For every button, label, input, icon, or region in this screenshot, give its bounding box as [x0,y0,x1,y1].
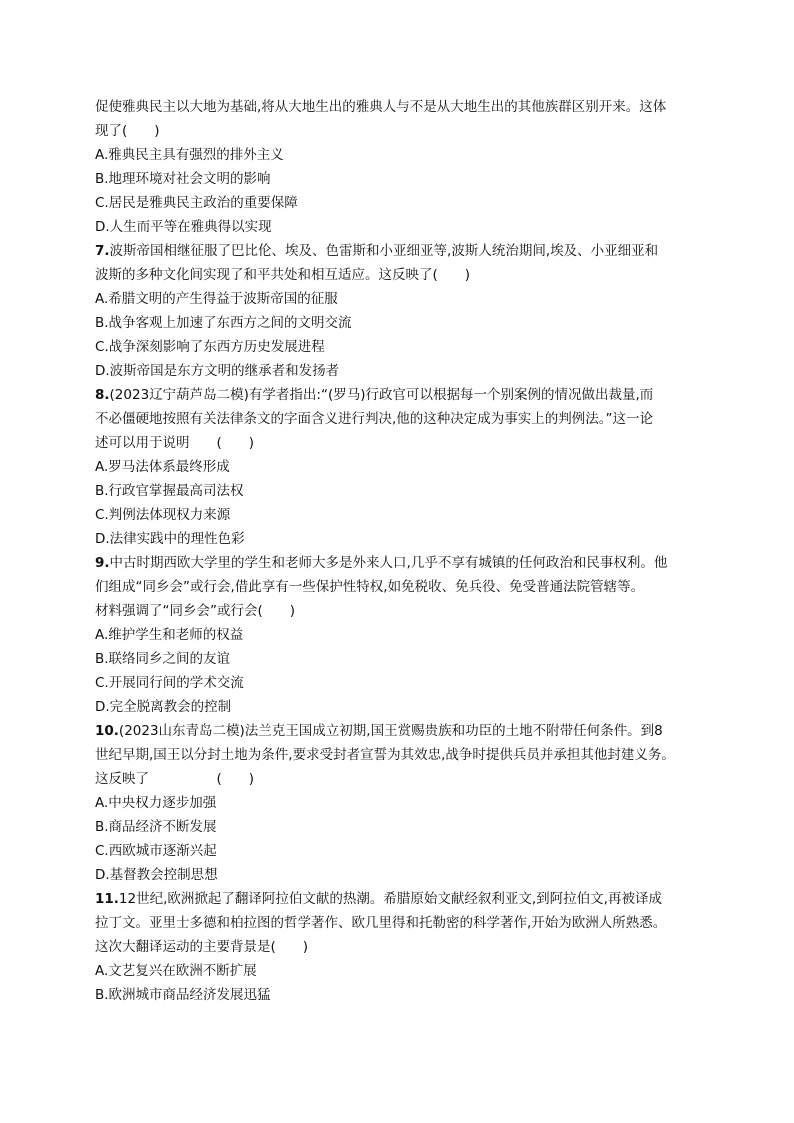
q6-option-c: C.居民是雅典民主政治的重要保障 [95,195,298,211]
q9-stem-line: 们组成“同乡会”或行会,借此享有一些保护性特权,如免税收、免兵役、免受普通法院管辖等。 [95,579,645,595]
q11-stem-line [95,890,662,908]
q11-stem-line: 这次大翻译运动的主要背景是( ) [95,939,309,955]
q6-option-b: B.地理环境对社会文明的影响 [95,171,271,187]
q10-stem-line [95,722,663,740]
q10-stem-line: 这反映了 ( ) [95,771,255,787]
q11-stem-text: 12世纪,欧洲掀起了翻译阿拉伯文献的热潮。希腊原始文献经叙利亚文,到阿拉伯文,再被译成 [118,891,662,907]
q10-stem-line: 世纪早期,国王以分封土地为条件,要求受封者宣誓为其效忠,战争时提供兵员并承担其他封建义务。 [95,747,675,763]
q8-stem-line [95,386,653,404]
q11-option-b: B.欧洲城市商品经济发展迅猛 [95,987,271,1003]
q6-stem-line: 促使雅典民主以大地为基础,将从大地生出的雅典人与不是从大地生出的其他族群区别开来。这体 [95,99,667,115]
q9-option-a: A.维护学生和老师的权益 [95,627,244,643]
q9-number: 9. [95,555,110,571]
q9-option-b: B.联络同乡之间的友谊 [95,651,231,667]
q7-stem-line [95,242,658,260]
q9-stem-line: 材料强调了“同乡会”或行会( ) [95,603,296,619]
q10-option-b: B.商品经济不断发展 [95,819,217,835]
q10-option-c: C.西欧城市逐渐兴起 [95,843,217,859]
q6-option-d: D.人生而平等在雅典得以实现 [95,219,272,235]
q10-option-d: D.基督教会控制思想 [95,867,218,883]
q10-number: 10. [95,723,119,739]
q7-option-c: C.战争深刻影响了东西方历史发展进程 [95,339,325,355]
q7-option-d: D.波斯帝国是东方文明的继承者和发扬者 [95,363,340,379]
q10-stem-text: (2023山东青岛二模)法兰克王国成立初期,国王赏赐贵族和功臣的土地不附带任何条件。到8 [118,723,663,739]
q8-option-d: D.法律实践中的理性色彩 [95,531,245,547]
q11-option-a: A.文艺复兴在欧洲不断扩展 [95,963,257,979]
q6-stem-line: 现了( ) [95,123,160,139]
q8-number: 8. [95,387,110,403]
q11-stem-line: 拉丁文。亚里士多德和柏拉图的哲学著作、欧几里得和托勒密的科学著作,开始为欧洲人所熟悉。 [95,915,667,931]
q8-option-b: B.行政官掌握最高司法权 [95,483,244,499]
q7-option-b: B.战争客观上加速了东西方之间的文明交流 [95,315,352,331]
q8-stem-line: 不必僵硬地按照有关法律条文的字面含义进行判决,他的这种决定成为事实上的判例法。”这一论 [95,411,654,427]
q9-stem-line [95,554,667,572]
q7-stem-line: 波斯的多种文化间实现了和平共处和相互适应。这反映了( ) [95,267,471,283]
q8-stem-line: 述可以用于说明 ( ) [95,435,255,451]
q9-option-c: C.开展同行间的学术交流 [95,675,244,691]
q9-option-d: D.完全脱离教会的控制 [95,699,232,715]
q11-number: 11. [95,891,119,907]
q9-stem-text: 中古时期西欧大学里的学生和老师大多是外来人口,几乎不享有城镇的任何政治和民事权利。他 [109,555,668,571]
q7-number: 7. [95,243,110,259]
q7-stem-text: 波斯帝国相继征服了巴比伦、埃及、色雷斯和小亚细亚等,波斯人统治期间,埃及、小亚细亚和 [109,243,659,259]
q7-option-a: A.希腊文明的产生得益于波斯帝国的征服 [95,291,338,307]
q6-option-a: A.雅典民主具有强烈的排外主义 [95,147,284,163]
q8-stem-text: (2023辽宁葫芦岛二模)有学者指出:“(罗马)行政官可以根据每一个别案例的情况做出裁量,而 [109,387,654,403]
q10-option-a: A.中央权力逐步加强 [95,795,217,811]
q8-option-c: C.判例法体现权力来源 [95,507,231,523]
q8-option-a: A.罗马法体系最终形成 [95,459,230,475]
